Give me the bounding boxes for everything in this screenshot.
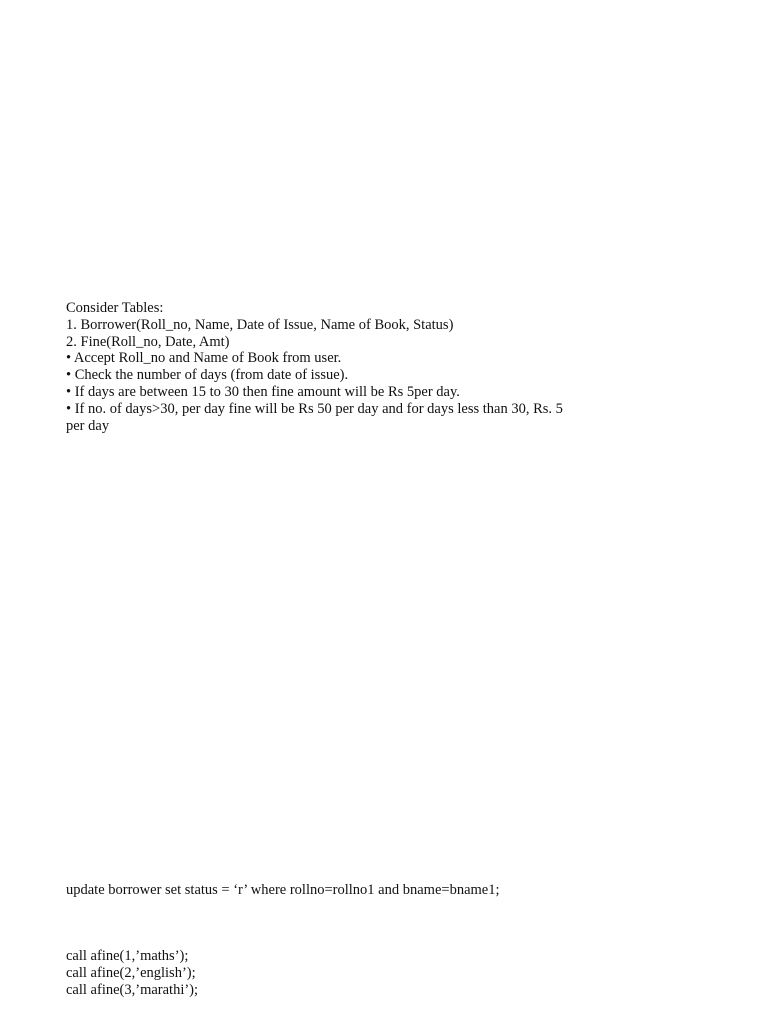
problem-statement bbox=[66, 300, 563, 434]
bullet-accept-input: • Accept Roll_no and Name of Book from user. bbox=[66, 350, 342, 367]
bullet-fine-over-30: • If no. of days>30, per day fine will be Rs 50 per day and for days less than 30, Rs. 5 bbox=[66, 400, 563, 417]
call-afine-marathi: call afine(3,’marathi’); bbox=[66, 981, 199, 998]
table-fine-definition: 2. Fine(Roll_no, Date, Amt) bbox=[66, 333, 230, 350]
bullet-fine-over-30-continued: per day bbox=[66, 417, 110, 434]
bullet-fine-15-30: • If days are between 15 to 30 then fine amount will be Rs 5per day. bbox=[66, 383, 460, 400]
bullet-check-days: • Check the number of days (from date of issue). bbox=[66, 367, 349, 384]
table-borrower-definition: 1. Borrower(Roll_no, Name, Date of Issue, Name of Book, Status) bbox=[66, 316, 454, 333]
update-statement-block bbox=[66, 882, 500, 899]
call-afine-english: call afine(2,’english’); bbox=[66, 964, 196, 981]
update-statement: update borrower set status = ‘r’ where rollno=rollno1 and bname=bname1; bbox=[66, 882, 500, 898]
procedure-calls-block bbox=[66, 948, 198, 998]
call-afine-maths: call afine(1,’maths’); bbox=[66, 948, 189, 964]
heading-consider-tables: Consider Tables: bbox=[66, 300, 164, 316]
